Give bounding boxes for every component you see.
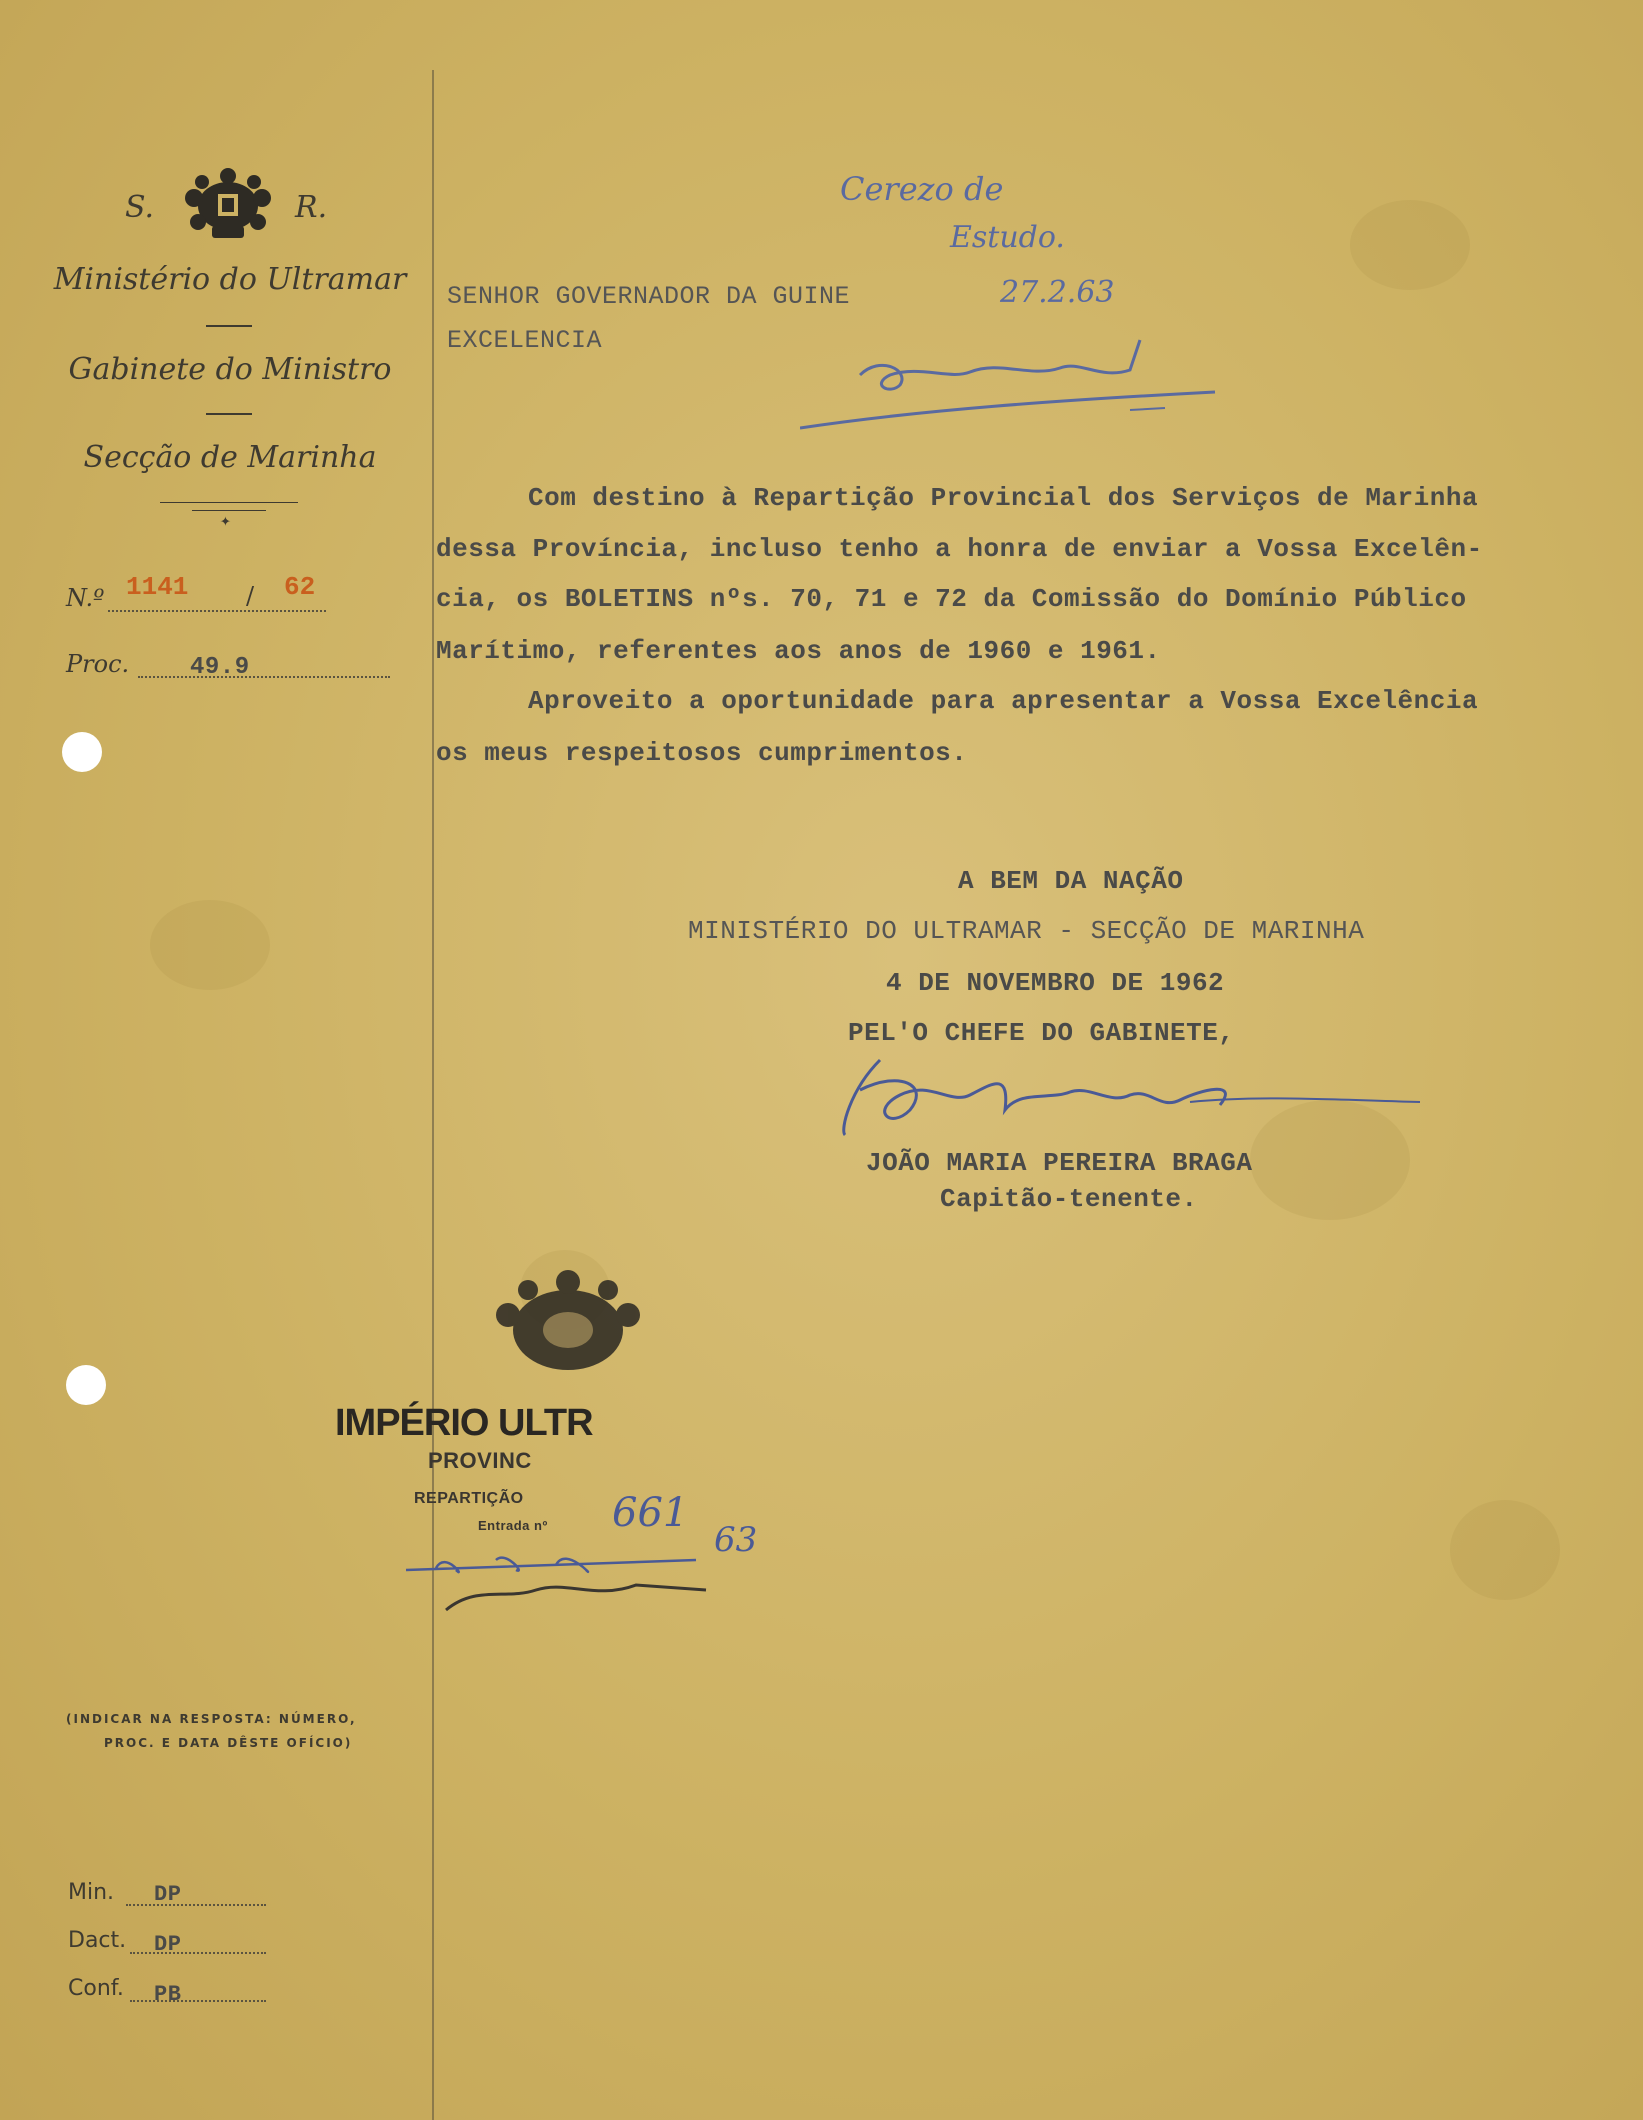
signatory-name: JOÃO MARIA PEREIRA BRAGA xyxy=(866,1148,1253,1178)
margin-rule xyxy=(432,70,434,2120)
reply-note-line1: (INDICAR NA RESPOSTA: NÚMERO, xyxy=(66,1712,357,1726)
stamp-handwritten-date xyxy=(396,1540,716,1620)
reference-separator: / xyxy=(246,582,255,610)
closing-date: 4 DE NOVEMBRO DE 1962 xyxy=(886,968,1225,998)
closing-signatory-title: PEL'O CHEFE DO GABINETE, xyxy=(848,1018,1235,1048)
reference-number: 1141 xyxy=(126,572,189,602)
ornament-icon: ✦ xyxy=(220,512,231,532)
conf-label: Conf. xyxy=(68,1976,124,2001)
divider xyxy=(206,413,252,415)
min-value: DP xyxy=(154,1882,182,1907)
dact-value: DP xyxy=(154,1932,182,1957)
section-name: Secção de Marinha xyxy=(83,440,377,475)
body-paragraph1-line4: Marítimo, referentes aos anos de 1960 e 1961. xyxy=(436,636,1161,666)
closing-line2: MINISTÉRIO DO ULTRAMAR - SECÇÃO DE MARINHA xyxy=(688,916,1365,946)
conf-value: PB xyxy=(154,1982,182,2007)
reference-year: 62 xyxy=(284,572,316,602)
divider xyxy=(206,325,252,327)
stamp-entry-year: 63 xyxy=(714,1520,758,1560)
ministry-name: Ministério do Ultramar xyxy=(53,262,407,297)
proc-value: 49.9 xyxy=(190,654,250,681)
handwritten-note-line2: Estudo. xyxy=(950,220,1065,255)
divider xyxy=(160,502,298,503)
proc-label: Proc. xyxy=(66,650,130,678)
body-paragraph2-line1: Aproveito a oportunidade para apresentar a Vossa Excelência xyxy=(528,686,1479,716)
handwritten-date: 27.2.63 xyxy=(1000,275,1115,310)
letterhead-initial-left: S. xyxy=(125,190,155,225)
reply-note-line2: PROC. E DATA DÊSTE OFÍCIO) xyxy=(104,1736,353,1750)
proc-dotted-line xyxy=(138,676,390,678)
stamp-emblem-icon xyxy=(488,1270,648,1390)
stamp-line3: REPARTIÇÃO xyxy=(414,1490,524,1507)
stamp-entry-number: 661 xyxy=(612,1490,689,1536)
handwritten-initials-signature xyxy=(800,330,1220,430)
paper-stain xyxy=(150,900,270,990)
punch-hole xyxy=(66,1365,106,1405)
addressee-line1: SENHOR GOVERNADOR DA GUINE xyxy=(447,282,851,311)
coat-of-arms-icon xyxy=(182,168,274,242)
paper-stain xyxy=(1350,200,1470,290)
body-paragraph1-line1: Com destino à Repartição Provincial dos Serviços de Marinha xyxy=(528,483,1479,513)
stamp-line2: PROVINC xyxy=(428,1448,532,1473)
signature xyxy=(820,1050,1440,1140)
min-label: Min. xyxy=(68,1880,115,1905)
addressee-line2: EXCELENCIA xyxy=(447,326,603,355)
cabinet-name: Gabinete do Ministro xyxy=(68,352,392,387)
number-dotted-line xyxy=(108,610,326,612)
body-paragraph1-line3: cia, os BOLETINS nºs. 70, 71 e 72 da Comissão do Domínio Público xyxy=(436,584,1467,614)
min-dotted-line xyxy=(126,1904,266,1906)
stamp-line1: IMPÉRIO ULTR xyxy=(335,1402,593,1444)
body-paragraph1-line2: dessa Província, incluso tenho a honra de enviar a Vossa Excelên- xyxy=(436,534,1483,564)
signatory-rank: Capitão-tenente. xyxy=(940,1184,1198,1214)
closing-line1: A BEM DA NAÇÃO xyxy=(958,866,1184,896)
dact-label: Dact. xyxy=(68,1928,127,1953)
dact-dotted-line xyxy=(130,1952,266,1954)
conf-dotted-line xyxy=(130,2000,266,2002)
number-label: N.º xyxy=(66,584,105,612)
handwritten-note-line1: Cerezo de xyxy=(840,170,1004,208)
letterhead-initial-right: R. xyxy=(295,190,328,225)
stamp-line4: Entrada nº xyxy=(478,1518,548,1533)
paper-stain xyxy=(1450,1500,1560,1600)
body-paragraph2-line2: os meus respeitosos cumprimentos. xyxy=(436,738,968,768)
punch-hole xyxy=(62,732,102,772)
